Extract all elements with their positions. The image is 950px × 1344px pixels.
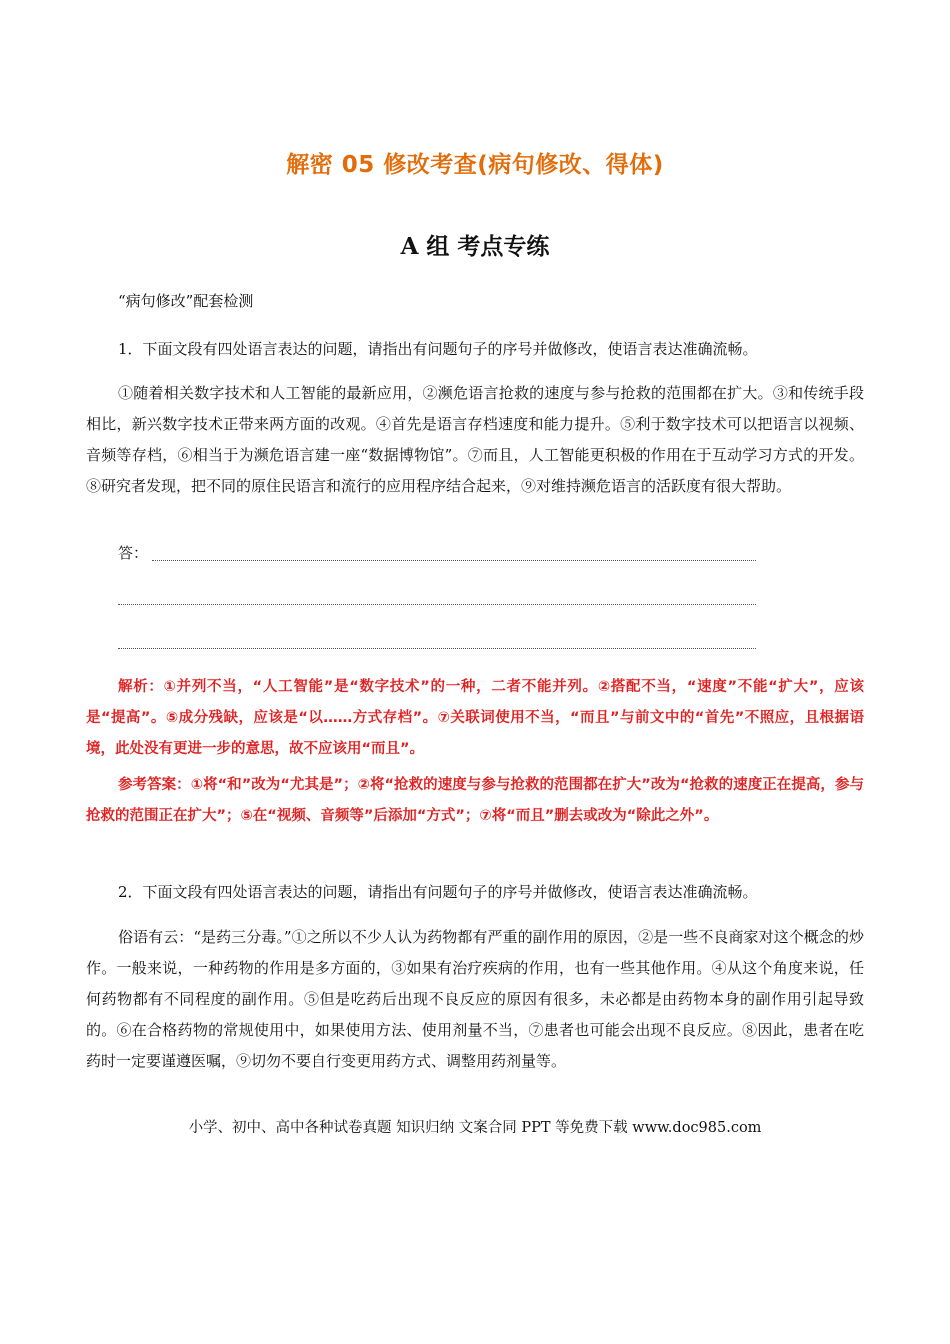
question-1-analysis: 解析：①并列不当，“人工智能”是“数字技术”的一种，二者不能并列。②搭配不当，“速度”不能“扩大”，应该是“提高”。⑤成分残缺，应该是“以……方式存档”。⑦关联词使用不当，“而且”与前文中的“首先”不照应，且根据语境，此处没有更进一步的意思，故不应该用“而且”。 <box>86 679 864 757</box>
answer-line <box>118 648 756 649</box>
section-heading: “病句修改”配套检测 <box>118 292 254 310</box>
page-title: 解密 05 修改考查(病句修改、得体) <box>286 152 664 178</box>
question-1-reference-answer: 参考答案：①将“和”改为“尤其是”；②将“抢救的速度与参与抢救的范围都在扩大”改为“抢救的速度正在提高，参与抢救的范围正在扩大”；⑤在“视频、音频等”后添加“方式”；⑦将“而且”删去或改为“除此之外”。 <box>86 777 864 824</box>
answer-label: 答： <box>118 544 149 562</box>
question-1-prompt: 1．下面文段有四处语言表达的问题，请指出有问题句子的序号并做修改，使语言表达准确流畅。 <box>118 340 758 358</box>
question-1-passage: ①随着相关数字技术和人工智能的最新应用，②濒危语言抢救的速度与参与抢救的范围都在扩大。③和传统手段相比，新兴数字技术正带来两方面的改观。④首先是语言存档速度和能力提升。⑤利于数字技术可以把语言以视频、音频等存档，⑥相当于为濒危语言建一座“数据博物馆”。⑦而且，人工智能更积极的作用在于互动学习方式的开发。⑧研究者发现，把不同的原住民语言和流行的应用程序结合起来，⑨对维持濒危语言的活跃度有很大帮助。 <box>86 384 864 495</box>
section-subtitle: A 组 考点专练 <box>400 233 550 260</box>
page-footer: 小学、初中、高中各种试卷真题 知识归纳 文案合同 PPT 等免费下载 www.doc985.com <box>188 1120 762 1136</box>
answer-line <box>118 604 756 605</box>
question-2-passage: 俗语有云：“是药三分毒。”①之所以不少人认为药物都有严重的副作用的原因，②是一些不良商家对这个概念的炒作。一般来说，一种药物的作用是多方面的，③如果有治疗疾病的作用，也有一些其他作用。④从这个角度来说，任何药物都有不同程度的副作用。⑤但是吃药后出现不良反应的原因有很多，未必都是由药物本身的副作用引起导致的。⑥在合格药物的常规使用中，如果使用方法、使用剂量不当，⑦患者也可能会出现不良反应。⑧因此，患者在吃药时一定要谨遵医嘱，⑨切勿不要自行变更用药方式、调整用药剂量等。 <box>86 928 864 1070</box>
question-2-prompt: 2．下面文段有四处语言表达的问题，请指出有问题句子的序号并做修改，使语言表达准确流畅。 <box>118 883 758 901</box>
answer-line <box>152 560 756 561</box>
